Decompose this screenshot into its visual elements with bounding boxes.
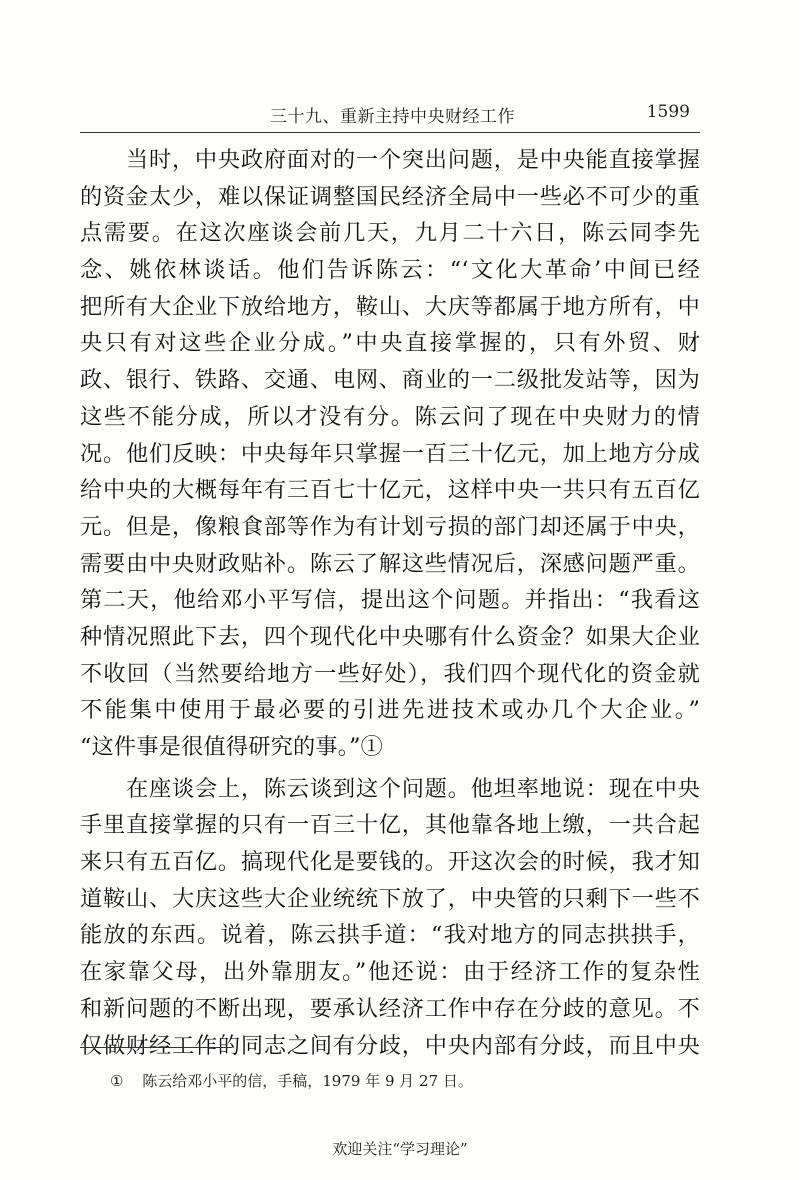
text-line: 仅做财经工作的同志之间有分歧，中央内部有分歧，而且中央 <box>80 1032 700 1059</box>
chapter-title: 三十九、重新主持中央财经工作 <box>270 107 515 127</box>
text-line: 的资金太少，难以保证调整国民经济全局中一些必不可少的重 <box>80 183 700 210</box>
paragraph-1 <box>80 142 700 766</box>
text-line: 况。他们反映：中央每年只掌握一百三十亿元，加上地方分成 <box>80 440 700 467</box>
footnote <box>110 1070 473 1091</box>
text-line: 第二天，他给邓小平写信，提出这个问题。并指出：“我看这 <box>80 587 700 614</box>
text-line: 点需要。在这次座谈会前几天，九月二十六日，陈云同李先 <box>80 220 700 247</box>
footnote-text: 陈云给邓小平的信，手稿，1979 年 9 月 27 日。 <box>142 1072 473 1090</box>
paragraph-2 <box>80 771 700 1065</box>
footnote-rule <box>80 1047 232 1048</box>
text-line: 来只有五百亿。搞现代化是要钱的。开这次会的时候，我才知 <box>80 849 700 876</box>
text-line: 给中央的大概每年有三百七十亿元，这样中央一共只有五百亿 <box>80 477 700 504</box>
text-line: 在家靠父母，出外靠朋友。”他还说：由于经济工作的复杂性 <box>80 959 700 986</box>
text-line: 元。但是，像粮食部等作为有计划亏损的部门却还属于中央， <box>80 513 700 540</box>
text-line: 政、银行、铁路、交通、电网、商业的一二级批发站等，因为 <box>80 367 700 394</box>
text-line: 道鞍山、大庆这些大企业统统下放了，中央管的只剩下一些不 <box>80 885 700 912</box>
text-line: 当时，中央政府面对的一个突出问题，是中央能直接掌握 <box>80 147 700 173</box>
text-line: 把所有大企业下放给地方，鞍山、大庆等都属于地方所有，中 <box>80 293 700 320</box>
footnote-marker: ① <box>110 1072 124 1090</box>
text-line: 不能集中使用于最必要的引进先进技术或办几个大企业。” <box>80 697 700 724</box>
text-line: 在座谈会上，陈云谈到这个问题。他坦率地说：现在中央 <box>80 775 700 802</box>
text-line: 不收回（当然要给地方一些好处），我们四个现代化的资金就 <box>80 660 700 687</box>
text-line: 能放的东西。说着，陈云拱手道：“我对地方的同志拱拱手， <box>80 922 700 949</box>
text-line: 种情况照此下去，四个现代化中央哪有什么资金？如果大企业 <box>80 623 700 650</box>
page-footer: 欢迎关注“学习理论” <box>332 1140 468 1158</box>
text-line: 央只有对这些企业分成。”中央直接掌握的，只有外贸、财 <box>80 330 700 357</box>
running-header <box>80 100 700 132</box>
text-line-with-footnote-ref: “这件事是很值得研究的事。”① <box>80 734 384 760</box>
text-line: 这些不能分成，所以才没有分。陈云问了现在中央财力的情 <box>80 403 700 430</box>
text-line: 需要由中央财政贴补。陈云了解这些情况后，深感问题严重。 <box>80 550 700 577</box>
text-line: 手里直接掌握的只有一百三十亿，其他靠各地上缴，一共合起 <box>80 812 700 839</box>
header-rule <box>80 132 700 133</box>
body-text <box>80 142 700 1064</box>
text-line: 和新问题的不断出现，要承认经济工作中存在分歧的意见。不 <box>80 995 700 1022</box>
page-number: 1599 <box>646 102 690 122</box>
text-line: 念、姚依林谈话。他们告诉陈云：“‘文化大革命’中间已经 <box>80 257 700 284</box>
